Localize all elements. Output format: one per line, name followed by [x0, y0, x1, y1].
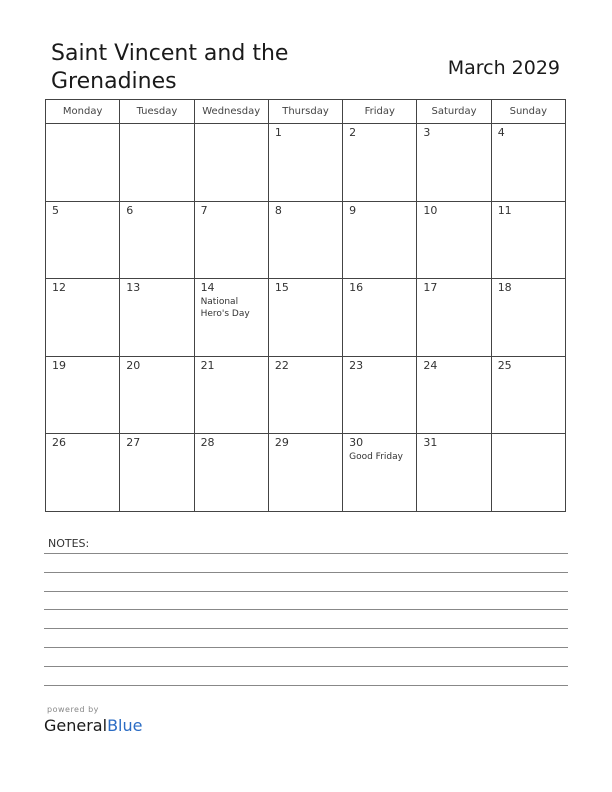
day-cell — [417, 357, 491, 434]
weekday-wednesday: Wednesday — [195, 100, 269, 123]
day-number: 11 — [497, 203, 512, 217]
week-row — [46, 434, 565, 512]
day-cell — [195, 279, 269, 356]
page-title — [51, 40, 351, 96]
note-line — [44, 572, 568, 573]
day-number: 21 — [200, 358, 215, 372]
day-cell — [492, 279, 565, 356]
day-number: 2 — [349, 126, 357, 139]
day-cell — [417, 279, 491, 356]
day-cell — [195, 357, 269, 434]
day-number: 29 — [274, 436, 289, 450]
day-cell — [195, 434, 269, 512]
day-cell — [492, 357, 565, 434]
day-number: 26 — [52, 436, 66, 450]
day-number: 5 — [52, 203, 59, 217]
note-line — [44, 647, 568, 648]
day-number: 10 — [423, 203, 438, 217]
powered-by-text: powered by — [47, 705, 99, 714]
day-number: 17 — [423, 281, 438, 295]
brand-logo-general: General — [44, 716, 108, 735]
week-row — [46, 124, 565, 202]
weekday-saturday: Saturday — [417, 100, 491, 123]
day-cell — [120, 357, 194, 434]
day-cell — [343, 202, 417, 279]
holiday-label: National — [200, 297, 239, 308]
title-line-1: Saint Vincent and the — [51, 41, 289, 66]
day-cell — [343, 434, 417, 512]
day-number: 8 — [274, 203, 282, 217]
day-cell — [343, 124, 417, 201]
week-row — [46, 357, 565, 435]
day-cell — [120, 434, 194, 512]
day-cell — [269, 434, 343, 512]
day-number: 6 — [126, 203, 134, 217]
day-number: 14 — [200, 281, 215, 295]
day-cell — [269, 279, 343, 356]
day-cell — [46, 434, 120, 512]
day-number: 9 — [349, 203, 357, 217]
day-number: 1 — [274, 126, 282, 139]
day-cell — [195, 202, 269, 279]
month-label: March 2029 — [447, 57, 560, 79]
day-number: 31 — [423, 436, 438, 450]
day-number: 12 — [52, 281, 66, 295]
brand-logo-blue: Blue — [107, 716, 143, 735]
day-number: 19 — [52, 358, 66, 372]
day-cell — [492, 202, 565, 279]
day-number: 27 — [126, 436, 141, 450]
day-cell — [417, 434, 491, 512]
note-line — [44, 553, 568, 554]
note-line — [44, 591, 568, 592]
day-number: 23 — [349, 358, 364, 372]
day-number: 25 — [497, 358, 512, 372]
day-cell — [46, 279, 120, 356]
day-cell — [120, 124, 194, 201]
weekday-header-row — [46, 100, 565, 124]
day-cell — [417, 202, 491, 279]
weekday-thursday: Thursday — [269, 100, 343, 123]
day-number: 22 — [274, 358, 289, 372]
day-cell — [343, 357, 417, 434]
holiday-label: Good Friday — [349, 452, 403, 463]
note-line — [44, 685, 568, 686]
day-cell — [46, 202, 120, 279]
note-line — [44, 628, 568, 629]
calendar-weeks — [46, 124, 565, 512]
day-cell — [120, 202, 194, 279]
day-cell — [46, 124, 120, 201]
day-number: 7 — [200, 203, 208, 217]
week-row — [46, 279, 565, 357]
holiday-label: Hero's Day — [200, 309, 250, 320]
day-cell — [46, 357, 120, 434]
note-line — [44, 666, 568, 667]
weekday-friday: Friday — [343, 100, 417, 123]
day-number: 15 — [274, 281, 289, 295]
weekday-tuesday: Tuesday — [120, 100, 194, 123]
day-number: 18 — [497, 281, 512, 295]
day-cell — [195, 124, 269, 201]
day-number: 4 — [497, 126, 505, 139]
day-number: 3 — [423, 126, 431, 139]
note-line — [44, 609, 568, 610]
day-number: 30 — [349, 436, 364, 450]
notes-label: NOTES: — [48, 537, 90, 550]
day-number: 24 — [423, 358, 438, 372]
day-cell — [269, 202, 343, 279]
day-number: 13 — [126, 281, 141, 295]
day-cell — [120, 279, 194, 356]
day-number: 16 — [349, 281, 364, 295]
day-number: 28 — [200, 436, 215, 450]
day-cell — [269, 357, 343, 434]
day-cell — [492, 434, 565, 512]
day-cell — [417, 124, 491, 201]
weekday-sunday: Sunday — [509, 106, 548, 117]
weekday-monday: Monday — [46, 100, 120, 123]
calendar-grid — [45, 99, 566, 512]
week-row — [46, 202, 565, 280]
day-number: 20 — [126, 358, 141, 372]
title-line-2: Grenadines — [51, 69, 177, 94]
day-cell — [269, 124, 343, 201]
day-cell — [343, 279, 417, 356]
brand-logo — [44, 716, 142, 736]
day-cell — [492, 124, 565, 201]
